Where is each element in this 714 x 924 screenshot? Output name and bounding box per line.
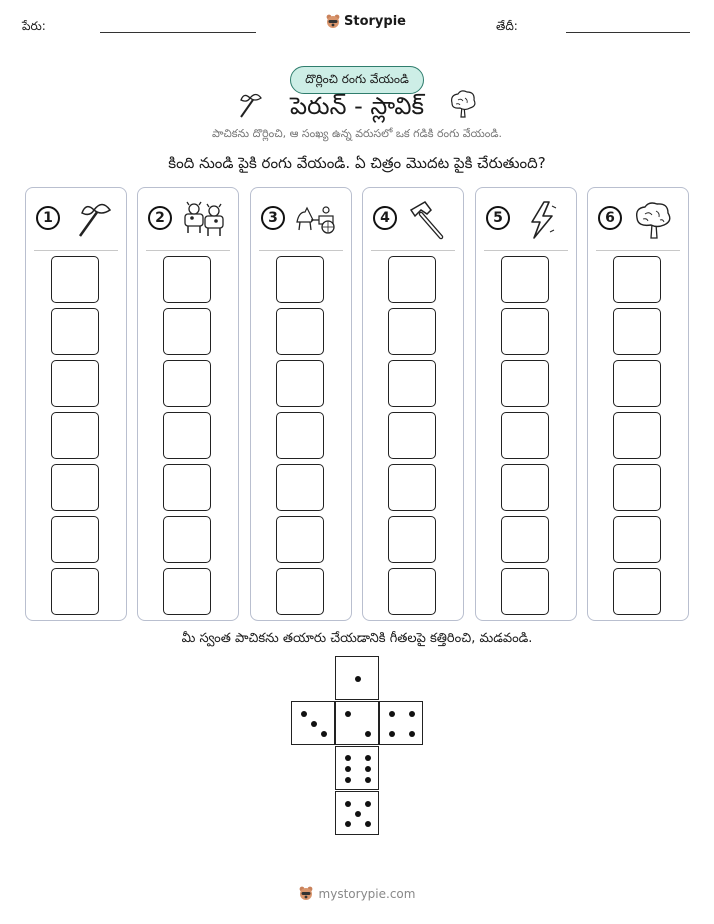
color-box[interactable] [276,464,324,511]
die-pip [345,777,351,783]
column-number: 6 [598,206,622,230]
column-number: 1 [36,206,60,230]
color-box[interactable] [163,568,211,615]
color-box[interactable] [501,464,549,511]
die-pip [345,801,351,807]
color-box[interactable] [388,360,436,407]
bear-mascot-icon [326,14,340,29]
color-box[interactable] [163,516,211,563]
color-box[interactable] [388,256,436,303]
color-box[interactable] [501,360,549,407]
subtitle: పాచికను దొర్లించి, ఆ సంఖ్య ఉన్న వరుసలో ఒక గడికి రంగు వేయండి. [212,127,502,140]
column-divider [596,250,680,251]
die-pip [365,821,371,827]
color-box[interactable] [163,256,211,303]
die-face-5 [335,791,379,835]
die-pip [345,755,351,761]
column-divider [259,250,343,251]
color-box[interactable] [51,360,99,407]
color-box[interactable] [163,360,211,407]
die-pip [409,711,415,717]
die-pip [409,731,415,737]
color-box[interactable] [613,568,661,615]
die-pip [365,731,371,737]
instruction-text: కింది నుండి పైకి రంగు వేయండి. ఏ చిత్రం మొదట పైకి చేరుతుంది? [168,154,546,172]
die-pip [301,711,307,717]
name-label: పేరు: [22,19,46,33]
axe-icon [70,200,114,240]
name-line [100,32,256,33]
column-4 [362,187,464,621]
logo-text: Storypie [344,14,406,29]
column-number: 3 [261,206,285,230]
die-pip [389,711,395,717]
die-face-4 [379,701,423,745]
color-box[interactable] [51,412,99,459]
color-box[interactable] [388,412,436,459]
color-box[interactable] [388,464,436,511]
color-box[interactable] [501,516,549,563]
column-2 [137,187,239,621]
color-box[interactable] [276,412,324,459]
cut-instruction: మీ స్వంత పాచికను తయారు చేయడానికి గీతలపై కత్తిరించి, మడవండి. [181,631,533,646]
page-title: పెరున్ - స్లావిక్ [290,92,424,120]
column-3 [250,187,352,621]
color-box[interactable] [276,360,324,407]
die-pip [355,811,361,817]
color-box[interactable] [613,360,661,407]
activity-badge: దొర్లించి రంగు వేయండి [290,66,424,94]
cattle-icon [182,200,226,240]
storypie-logo [326,14,406,29]
column-5 [475,187,577,621]
die-pip [365,801,371,807]
color-box[interactable] [388,568,436,615]
date-label: తేదీ: [496,19,518,33]
oak-tree-icon [632,200,676,240]
color-box[interactable] [51,516,99,563]
color-box[interactable] [501,308,549,355]
color-box[interactable] [51,256,99,303]
die-pip [321,731,327,737]
lightning-icon [520,200,564,240]
footer-url[interactable]: mystorypie.com [318,886,416,901]
footer [0,886,714,901]
color-box[interactable] [51,568,99,615]
column-divider [146,250,230,251]
color-box[interactable] [613,464,661,511]
bear-mascot-icon [299,886,313,901]
color-box[interactable] [51,308,99,355]
color-box[interactable] [163,412,211,459]
color-box[interactable] [276,308,324,355]
color-box[interactable] [51,464,99,511]
column-divider [34,250,118,251]
column-number: 2 [148,206,172,230]
die-face-1 [335,656,379,700]
color-box[interactable] [388,516,436,563]
die-face-3 [291,701,335,745]
die-net [290,656,424,836]
color-box[interactable] [501,568,549,615]
die-pip [345,821,351,827]
die-pip [389,731,395,737]
hammer-icon [407,200,451,240]
date-line [566,32,690,33]
column-number: 4 [373,206,397,230]
color-box[interactable] [613,516,661,563]
color-box[interactable] [501,256,549,303]
die-pip [345,766,351,772]
die-pip [365,755,371,761]
color-box[interactable] [163,464,211,511]
color-box[interactable] [276,256,324,303]
color-box[interactable] [276,516,324,563]
horse-cart-icon [295,200,339,240]
column-number: 5 [486,206,510,230]
column-divider [371,250,455,251]
die-face-2 [335,701,379,745]
die-pip [311,721,317,727]
column-1 [25,187,127,621]
die-pip [355,676,361,682]
color-box[interactable] [501,412,549,459]
column-6 [587,187,689,621]
die-pip [365,766,371,772]
tree-title-icon [448,89,478,123]
die-pip [345,711,351,717]
color-box[interactable] [163,308,211,355]
color-box[interactable] [613,256,661,303]
die-face-6 [335,746,379,790]
column-divider [484,250,568,251]
color-box[interactable] [388,308,436,355]
color-box[interactable] [276,568,324,615]
color-box[interactable] [613,308,661,355]
color-box[interactable] [613,412,661,459]
die-pip [365,777,371,783]
